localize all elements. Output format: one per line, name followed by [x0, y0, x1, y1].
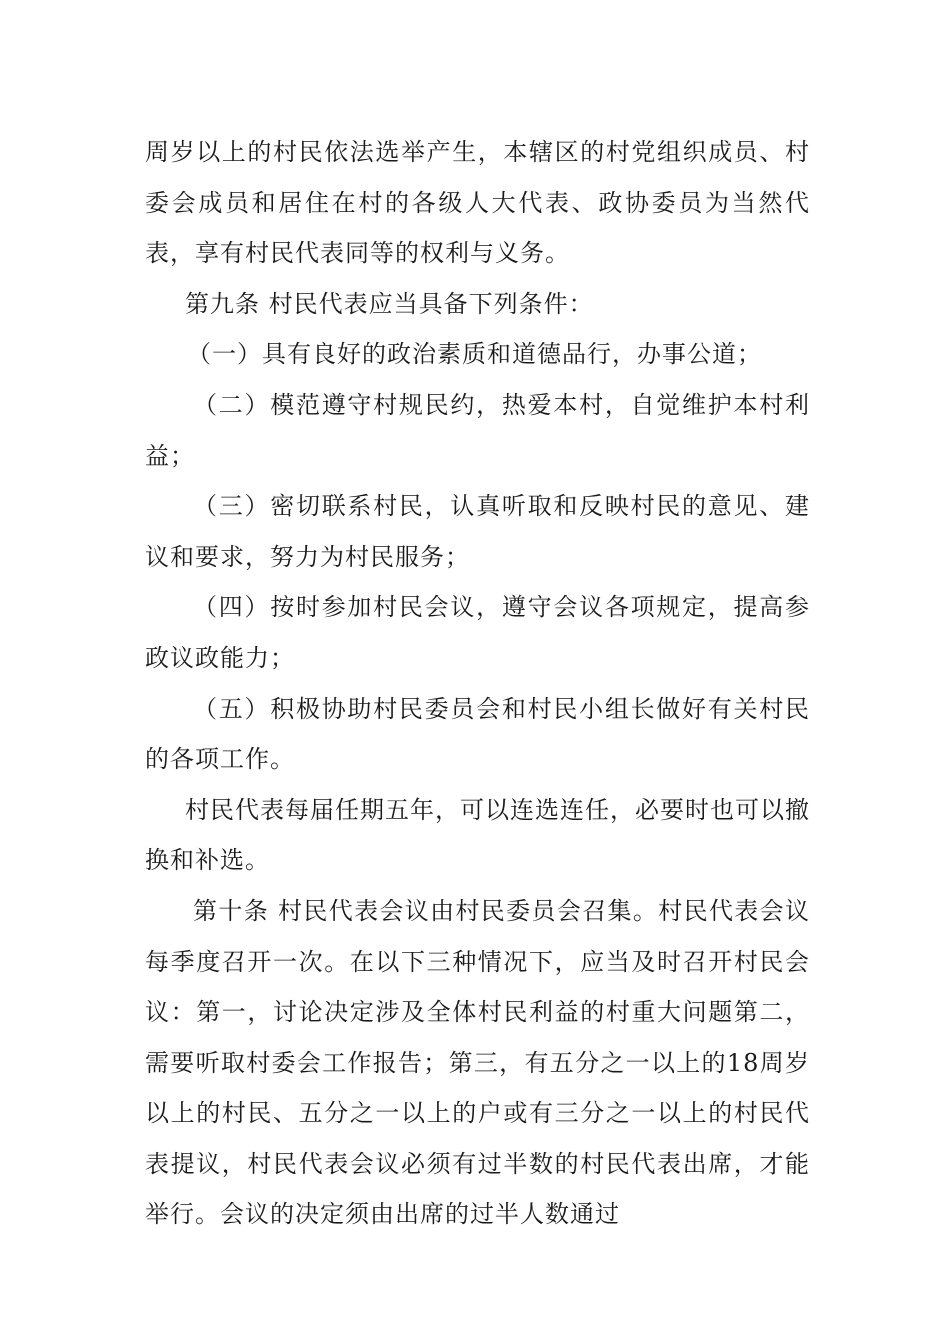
condition-item-3: （三）密切联系村民，认真听取和反映村民的意见、建议和要求，努力为村民服务；: [145, 492, 810, 571]
condition-item-5: （五）积极协助村民委员会和村民小组长做好有关村民的各项工作。: [145, 694, 810, 774]
article-10-paragraph: 第十条 村民代表会议由村民委员会召集。村民代表会议每季度召开一次。在以下三种情况下，应当及时召开村民会议：第一，讨论决定涉及全体村民利益的村重大问题第二，需要听取村委会工作报告；第三，有五分之一以上的18周岁以上的村民、五分之一以上的户或有三分之一以上的村民代表提议，村民代表会议必须有过半数的村民代表出席，才能举行。会议的决定须由出席的过半人数通过: [145, 896, 810, 1229]
paragraph-representatives-composition: 周岁以上的村民依法选举产生，本辖区的村党组织成员、村委会成员和居住在村的各级人大代表、政协委员为当然代表，享有村民代表同等的权利与义务。: [145, 138, 810, 268]
paragraph-term-of-office: 村民代表每届任期五年，可以连选连任，必要时也可以撤换和补选。: [145, 795, 810, 875]
condition-item-2: （二）模范遵守村规民约，热爱本村，自觉维护本村利益；: [145, 390, 810, 470]
document-body: [145, 127, 810, 1240]
article-9-heading: 第九条 村民代表应当具备下列条件：: [185, 289, 594, 318]
condition-item-1: （一）具有良好的政治素质和道德品行，办事公道；: [187, 340, 762, 369]
condition-item-4: （四）按时参加村民会议，遵守会议各项规定，提高参政议政能力；: [145, 593, 810, 672]
